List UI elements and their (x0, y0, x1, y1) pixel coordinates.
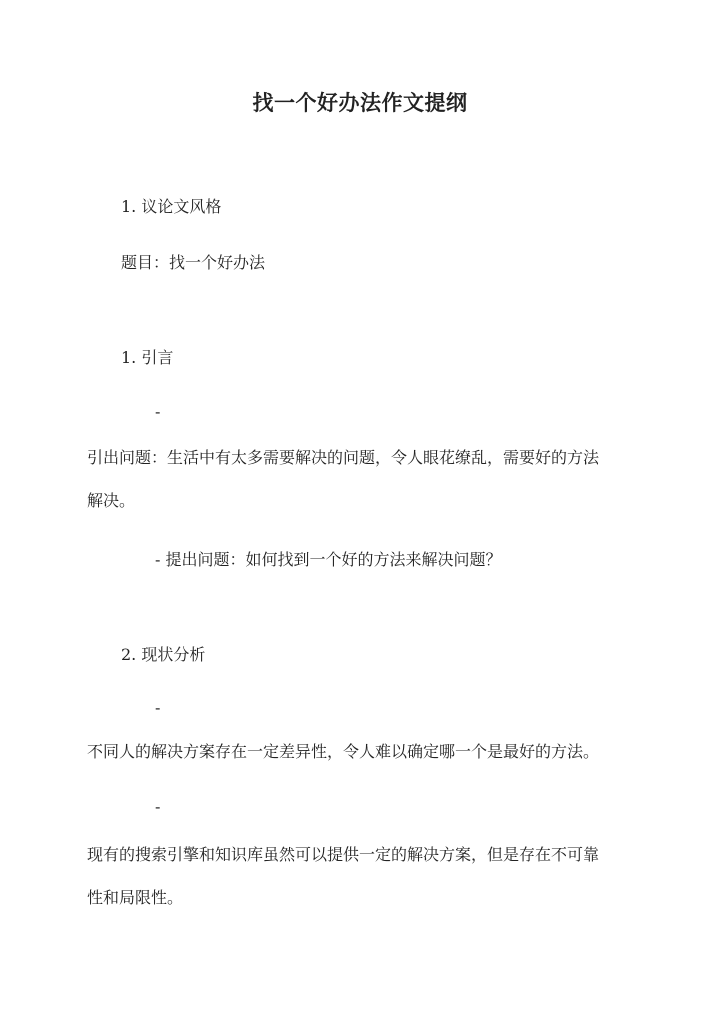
document-title: 找一个好办法作文提纲 (252, 90, 468, 115)
section-heading-intro: 1. 引言 (121, 348, 174, 367)
section-heading-status: 2. 现状分析 (121, 645, 206, 664)
paragraph-line: 引出问题：生活中有太多需要解决的问题，令人眼花缭乱，需要好的方法 (87, 448, 600, 467)
bullet-item: - 提出问题：如何找到一个好的方法来解决问题？ (155, 550, 502, 569)
paragraph-line: 性和局限性。 (87, 888, 184, 907)
paragraph-line: 现有的搜索引擎和知识库虽然可以提供一定的解决方案，但是存在不可靠 (87, 845, 600, 864)
paragraph-line: 不同人的解决方案存在一定差异性，令人难以确定哪一个是最好的方法。 (87, 742, 600, 761)
bullet-dash: - (155, 797, 161, 816)
topic-line: 题目：找一个好办法 (121, 253, 266, 272)
bullet-dash: - (155, 402, 161, 421)
style-heading: 1. 议论文风格 (121, 197, 222, 216)
paragraph-line: 解决。 (87, 491, 136, 510)
bullet-dash: - (155, 698, 161, 717)
